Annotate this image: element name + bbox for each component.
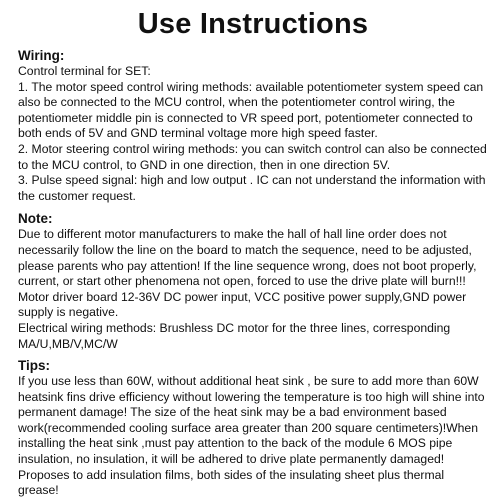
wiring-step-3-pulse-signal: 3. Pulse speed signal: high and low output . IC can not understand the information with the customer request.: [18, 173, 486, 203]
note-section: [18, 210, 488, 352]
tips-section: [18, 357, 488, 499]
wiring-section: [18, 47, 488, 204]
page-title: Use Instructions: [137, 8, 369, 40]
wiring-heading: Wiring:: [18, 48, 65, 63]
wiring-control-terminal: Control terminal for SET:: [18, 64, 151, 78]
note-electrical-wiring: Electrical wiring methods: Brushless DC motor for the three lines, corresponding MA/U,MB/V,MC/W: [18, 320, 451, 351]
tips-heading: Tips:: [18, 358, 51, 374]
wiring-step-2-steering-control: 2. Motor steering control wiring methods: you can switch control can also be connected to the MCU control, to GND in one direction, then in one direction 5V.: [18, 141, 487, 172]
note-power-input: Motor driver board 12-36V DC power input, VCC positive power supply,GND power supply is negative.: [18, 289, 467, 320]
wiring-step-1-speed-control: 1. The motor speed control wiring methods: available potentiometer system speed can also be connected to the MCU control, when the potentiometer control wiring, the potentiometer middle pin is connected to VR speed port, potentiometer connected to both ends of 5V and GND terminal voltage more high speed faster.: [18, 79, 484, 141]
note-heading: Note:: [18, 211, 53, 227]
note-hall-line-order: Due to different motor manufacturers to make the hall of hall line order does not necessarily follow the line on the board to match the sequence, need to be adjusted, please parents who pay attention! If the line sequence wrong, does not boot properly, current, or start other phenomena not open, forced to use the drive plate will burn!!!: [18, 227, 477, 289]
tips-heat-sink: If you use less than 60W, without additional heat sink , be sure to add more than 60W heatsink fins drive efficiency without lowering the temperature is too high will shine into permanent damage! The size of the heat sink may be a bad environment based work(recommended cooling surface area greater than 200 square centimeters)!When installing the heat sink ,must pay attention to the back of the module 6 MOS pipe insulation, no insulation, it will be adhered to drive plate permanently damaged! Proposes to add insulation films, both sides of the insulating sheet plus thermal grease!: [18, 374, 485, 498]
